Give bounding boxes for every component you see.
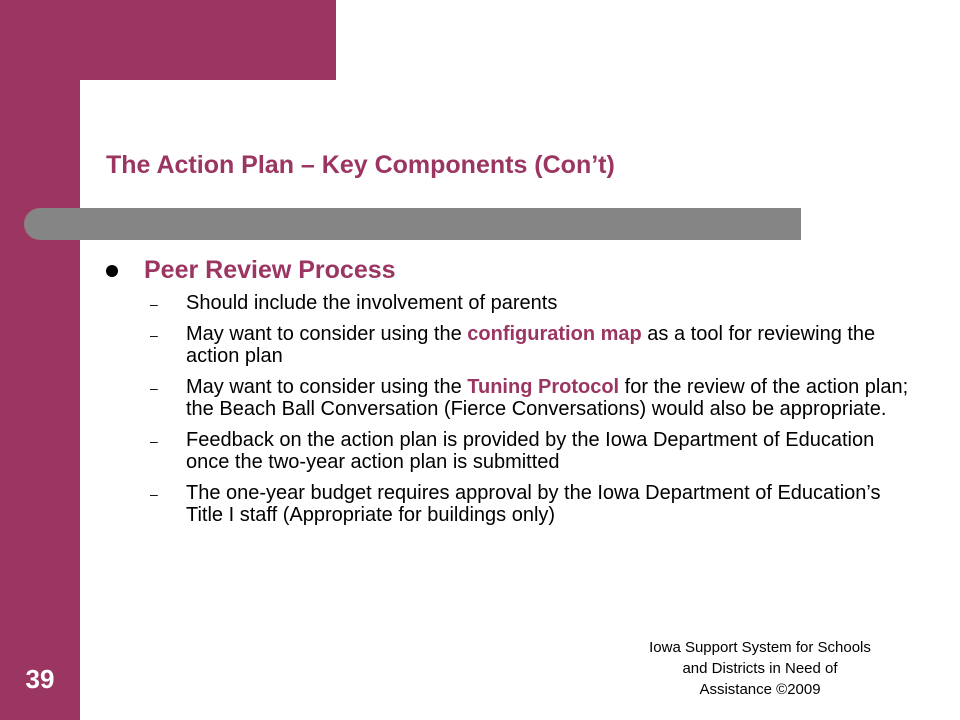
- bullet-dot-icon: [106, 265, 118, 277]
- left-accent-band: [0, 0, 80, 720]
- dash-marker: –: [150, 433, 158, 449]
- dash-marker: –: [150, 296, 158, 312]
- sub-bullet-item: [150, 482, 920, 526]
- sub-bullet-item: [150, 292, 920, 314]
- title-divider-bar: [24, 208, 801, 240]
- slide-number: 39: [25, 664, 55, 694]
- footer-credit: [610, 637, 910, 700]
- content-corner: [80, 80, 140, 140]
- dash-marker: –: [150, 380, 158, 396]
- item-text-before: May want to consider using the: [186, 323, 468, 345]
- top-accent-block: [80, 0, 336, 80]
- item-text: The one-year budget requires approval by the Iowa Department of Education’s Title I staff (Appropriate for buildings only): [186, 482, 881, 526]
- sub-bullet-list: [150, 292, 920, 535]
- footer-line: and Districts in Need of: [682, 660, 838, 677]
- footer-line: Iowa Support System for Schools: [649, 639, 871, 656]
- highlight-tuning-protocol: Tuning Protocol: [467, 376, 620, 398]
- dash-marker: –: [150, 486, 158, 502]
- item-text-after: for the review of the action plan; the Beach Ball Conversation (Fierce Conversations) would also be appropriate.: [186, 376, 909, 420]
- sub-bullet-item: [150, 376, 920, 420]
- item-text: Feedback on the action plan is provided by the Iowa Department of Education once the two-year action plan is submitted: [186, 429, 875, 473]
- slide-title: The Action Plan – Key Components (Con’t): [106, 151, 615, 179]
- dash-marker: –: [150, 327, 158, 343]
- highlight-configuration-map: configuration map: [467, 323, 642, 345]
- footer-line: Assistance ©2009: [699, 681, 821, 698]
- item-text-after: as a tool for reviewing the action plan: [186, 323, 876, 367]
- item-text-before: May want to consider using the: [186, 376, 468, 398]
- sub-bullet-item: [150, 429, 920, 473]
- bullet-heading: Peer Review Process: [144, 256, 396, 284]
- sub-bullet-item: [150, 323, 920, 367]
- item-text: Should include the involvement of parents: [186, 292, 558, 314]
